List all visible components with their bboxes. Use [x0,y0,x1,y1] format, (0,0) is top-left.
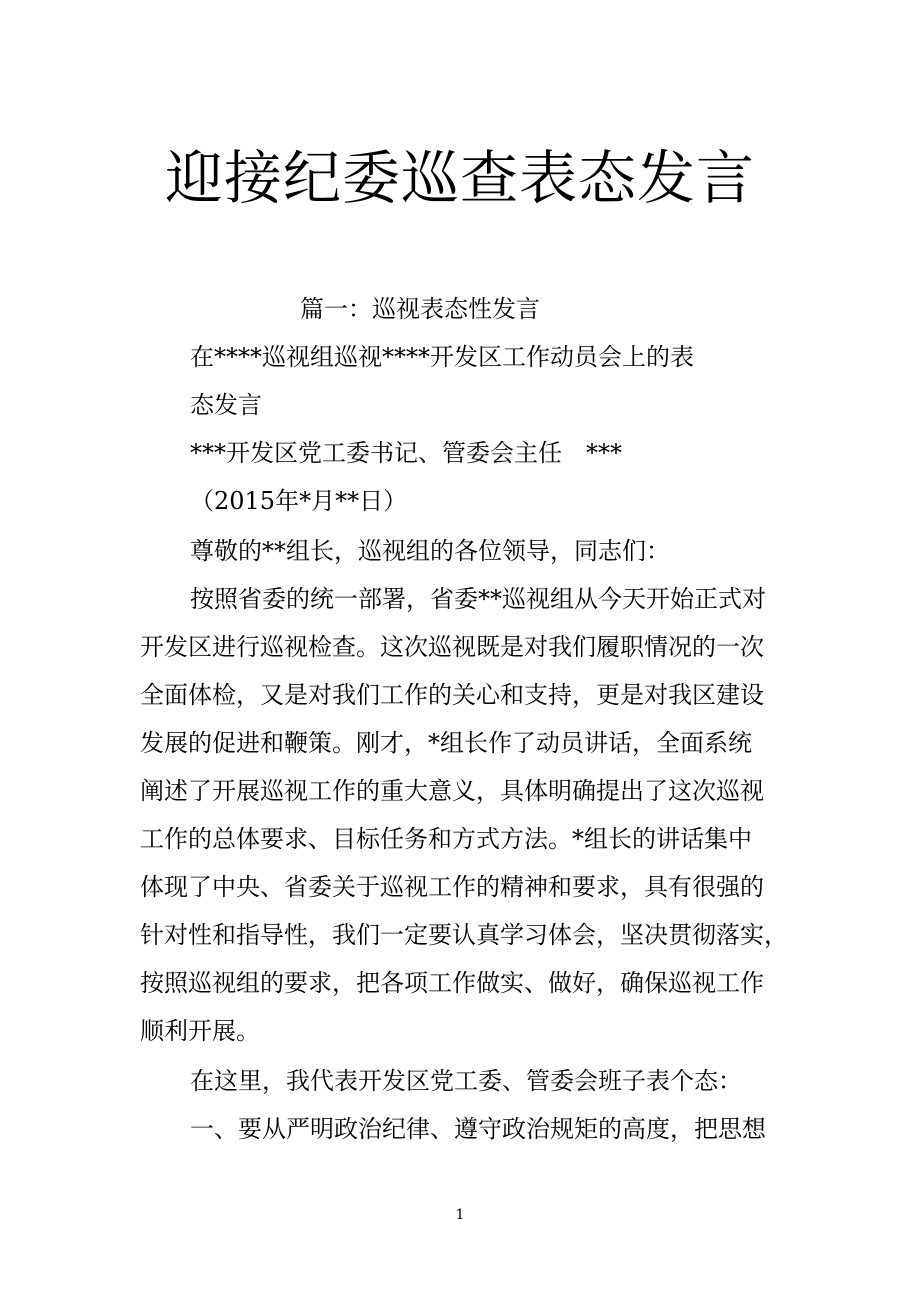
paragraph-1-line: 按照巡视组的要求，把各项工作做实、做好，确保巡视工作 [140,969,764,997]
section-heading: 篇一：巡视表态性发言 [300,295,540,323]
paragraph-3-line: 一、要从严明政治纪律、遵守政治规矩的高度，把思想 [190,1115,766,1143]
paragraph-1-line: 顺利开展。 [140,1017,260,1045]
paragraph-1-line: 全面体检，又是对我们工作的关心和支持，更是对我区建设 [140,681,764,709]
paragraph-1-line: 体现了中央、省委关于巡视工作的精神和要求，具有很强的 [140,873,764,901]
page-number: 1 [455,1207,465,1223]
subtitle-line-2: 态发言 [190,391,262,419]
paragraph-1-line: 工作的总体要求、目标任务和方式方法。*组长的讲话集中 [140,825,752,853]
subtitle-line-1: 在****巡视组巡视****开发区工作动员会上的表 [190,343,694,371]
paragraph-1-line: 按照省委的统一部署，省委**巡视组从今天开始正式对 [190,585,766,613]
document-title: 迎接纪委巡查表态发言 [164,144,755,212]
paragraph-2: 在这里，我代表开发区党工委、管委会班子表个态： [190,1067,742,1095]
paragraph-1-line: 阐述了开展巡视工作的重大意义，具体明确提出了这次巡视 [140,777,764,805]
paragraph-1-line: 针对性和指导性，我们一定要认真学习体会，坚决贯彻落实， [140,921,788,949]
date-line: （2015年*月**日） [190,487,408,515]
speaker-line: ***开发区党工委书记、管委会主任 *** [190,439,622,467]
salutation: 尊敬的**组长，巡视组的各位领导，同志们： [190,537,670,565]
paragraph-1-line: 发展的促进和鞭策。刚才，*组长作了动员讲话，全面系统 [140,729,752,757]
paragraph-1-line: 开发区进行巡视检查。这次巡视既是对我们履职情况的一次 [140,633,764,661]
